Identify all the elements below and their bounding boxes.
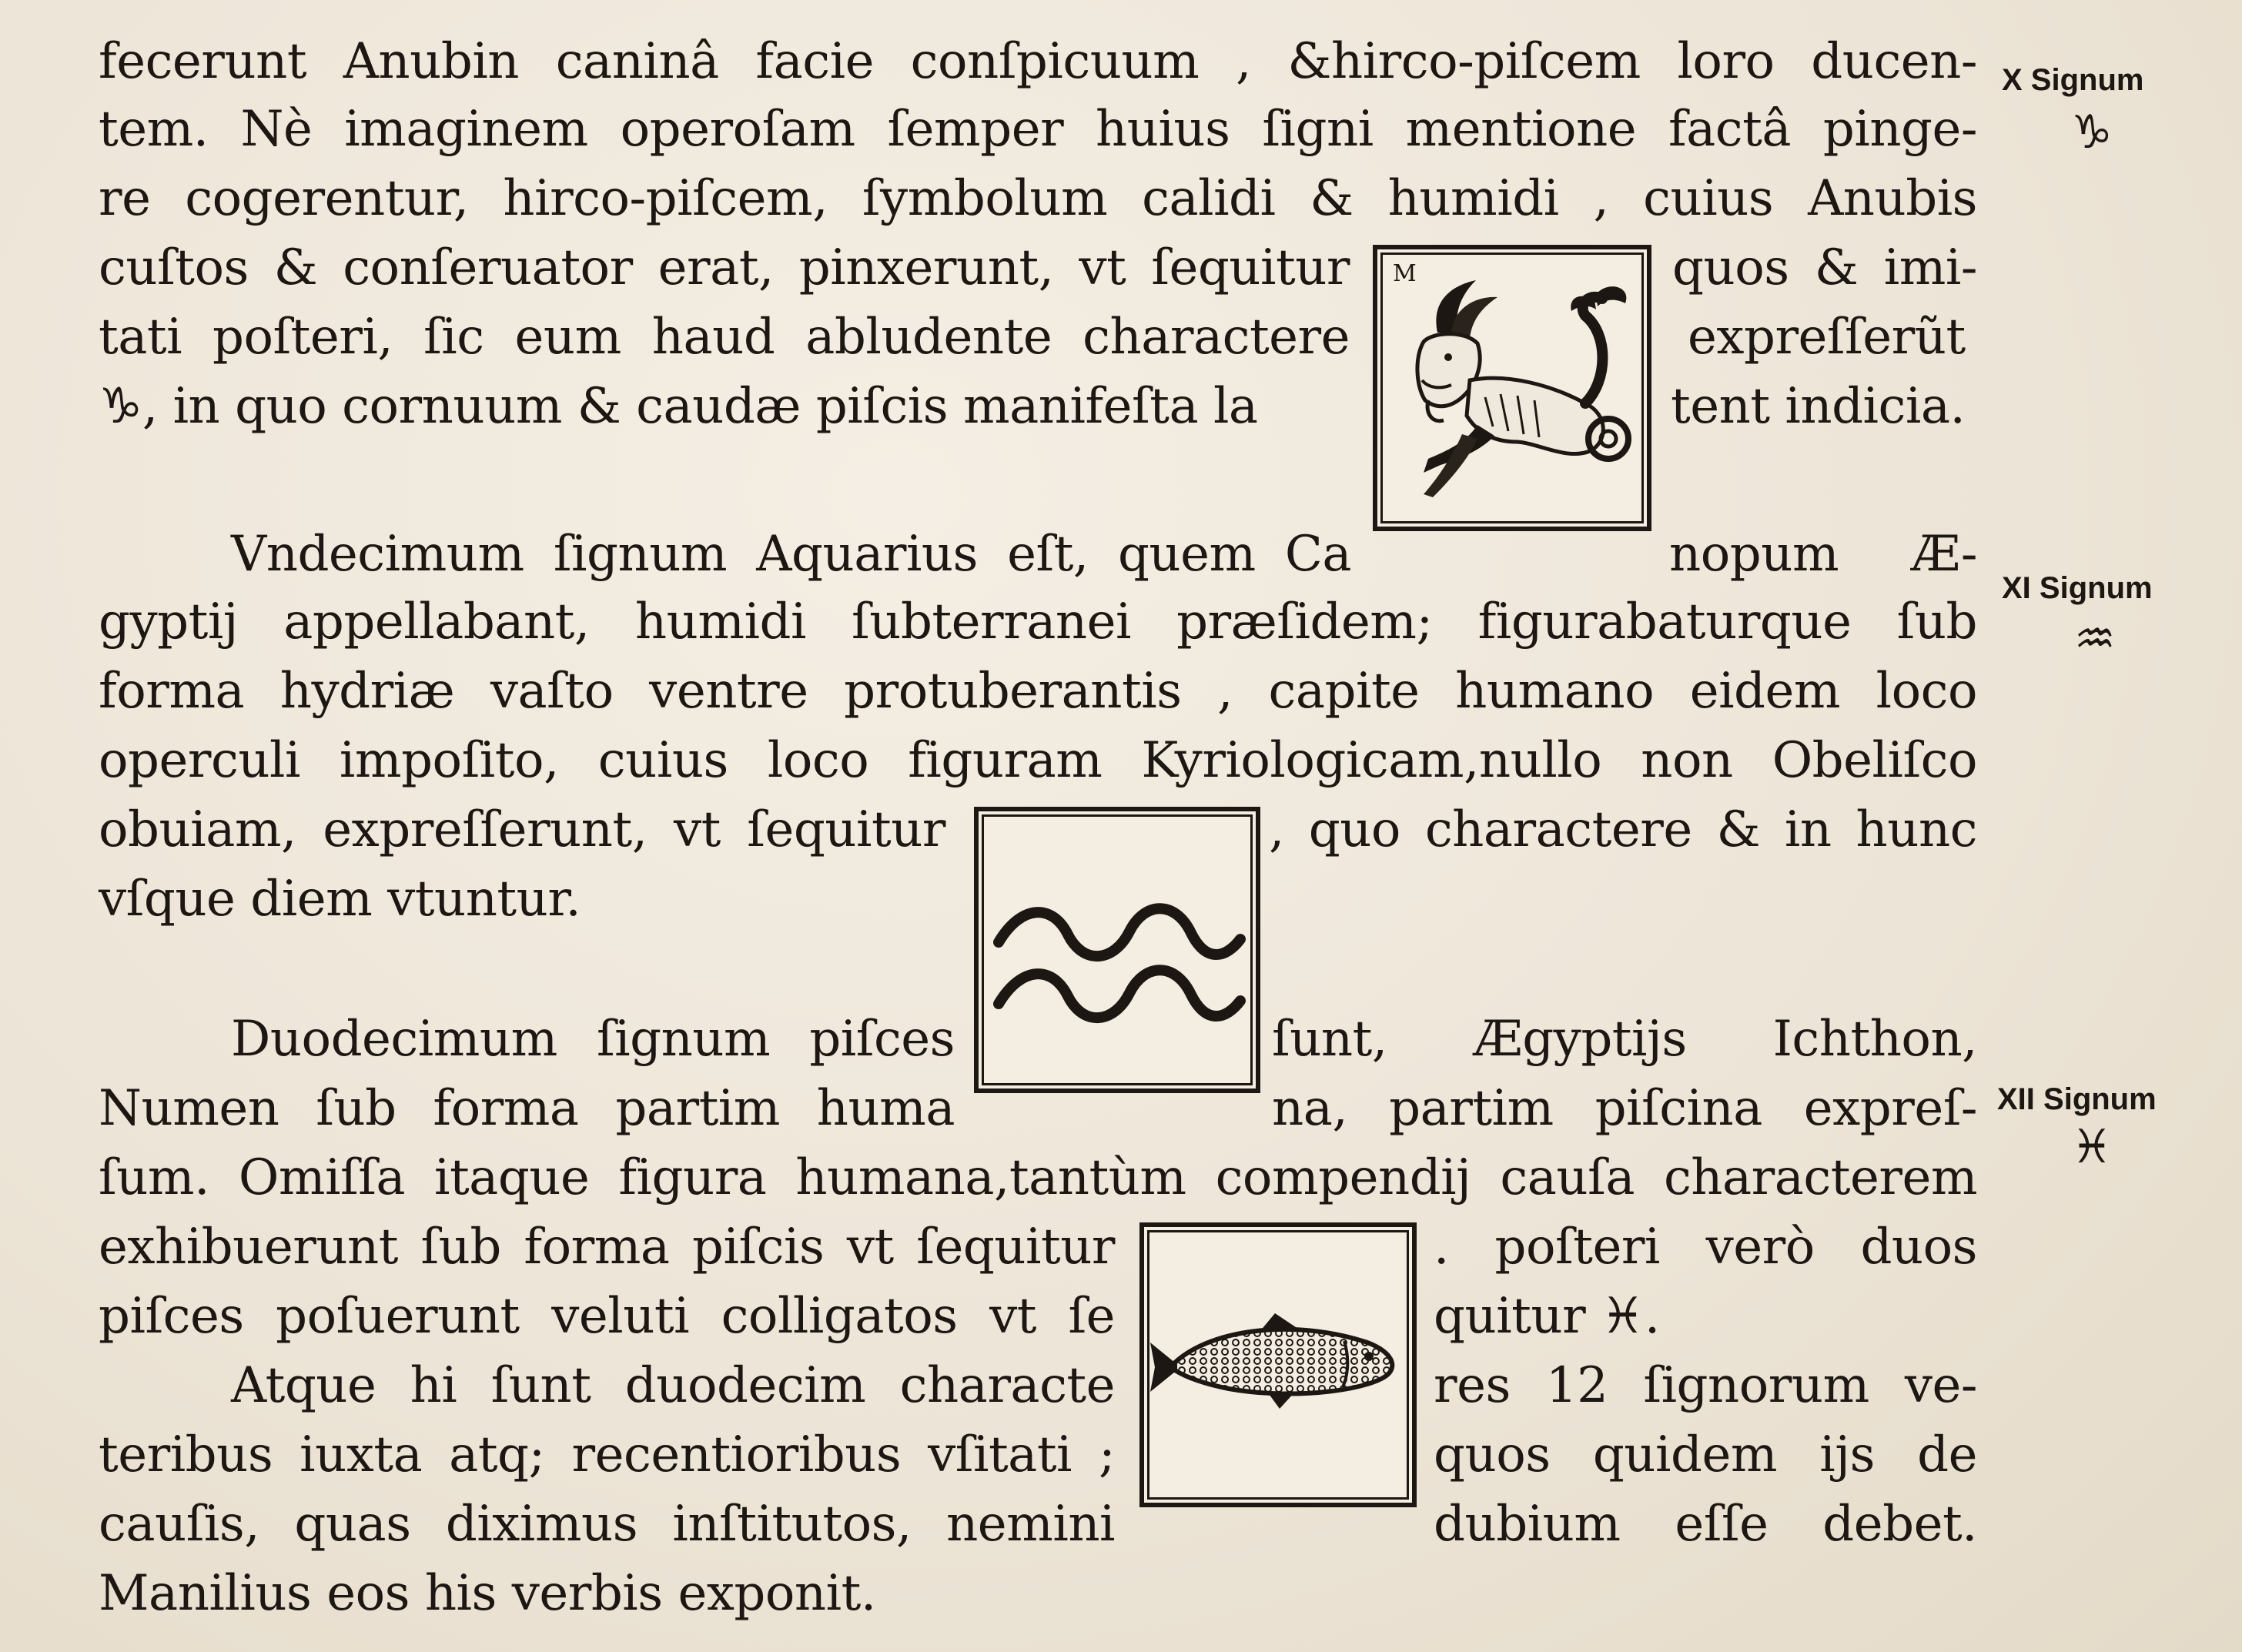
aquarius-woodcut-figure	[974, 807, 1260, 1093]
text-line: gyptij appellabant, humidi ſubterranei præſidem; figurabaturque ſub	[99, 594, 1977, 650]
text-line: nopum Æ-	[1669, 526, 1977, 583]
text-line: quitur ♓.	[1434, 1288, 1660, 1345]
text-line: na, partim piſcina expreſ-	[1272, 1080, 1977, 1137]
text-line: res 12 ſignorum ve-	[1434, 1357, 1977, 1414]
fish-icon	[1144, 1227, 1412, 1503]
text-line: piſces poſuerunt veluti colligatos vt ſe	[99, 1288, 1115, 1345]
text-line: cauſis, quas diximus inſtitutos, nemini	[99, 1496, 1115, 1553]
text-line: , quo charactere & in hunc	[1269, 801, 1977, 858]
text-line: quos & imi-	[1672, 239, 1977, 296]
aquarius-margin-icon: ♒	[2074, 612, 2116, 666]
text-line: cuſtos & conſeruator erat, pinxerunt, vt ſequitur	[99, 239, 1350, 296]
text-line: obuiam, expreſſerunt, vt ſequitur	[99, 801, 945, 858]
capricorn-symbol-icon: ♑	[99, 378, 142, 435]
sea-goat-icon	[1377, 249, 1647, 527]
text-line: ♑, in quo cornuum & caudæ piſcis manifeſta la	[99, 378, 1258, 435]
text-line: tent indicia.	[1671, 378, 1966, 435]
text-line: Vndecimum ſignum Aquarius eſt, quem Ca	[231, 526, 1351, 583]
text-line: quos quidem ijs de	[1434, 1426, 1977, 1483]
text-line: operculi impoſito, cuius loco figuram Kyriologicam,nullo non Obeliſco	[99, 732, 1977, 789]
text-line: forma hydriæ vaſto ventre protuberantis , capite humano eidem loco	[99, 663, 1977, 720]
text-line: tati poſteri, ſic eum haud abludente charactere	[99, 309, 1350, 366]
text-line: Manilius eos his verbis exponit.	[99, 1565, 876, 1622]
text-line: fecerunt Anubin caninâ facie conſpicuum , &hirco-piſcem loro ducen-	[99, 33, 1977, 90]
figure-sign-tag: M	[1393, 260, 1417, 287]
margin-note-xii: XII Signum	[1997, 1082, 2157, 1116]
text-line: teribus iuxta atq; recentioribus vſitati ;	[99, 1426, 1115, 1483]
text-line: re cogerentur, hirco-piſcem, ſymbolum calidi & humidi , cuius Anubis	[99, 170, 1977, 227]
text-line: Duodecimum ſignum piſces	[231, 1011, 955, 1068]
text-line: Atque hi ſunt duodecim characte	[231, 1357, 1115, 1414]
text-line: . poſteri verò duos	[1434, 1219, 1977, 1276]
pisces-margin-icon: ♓	[2071, 1120, 2113, 1174]
pisces-woodcut-figure	[1139, 1222, 1417, 1507]
text-line: tem. Nè imaginem operoſam ſemper huius ſigni mentione factâ pinge-	[99, 101, 1977, 158]
capricorn-margin-icon: ♑	[2071, 105, 2113, 159]
margin-note-xi: XI Signum	[2002, 571, 2153, 605]
text-line: exhibuerunt ſub forma piſcis vt ſequitur	[99, 1219, 1115, 1276]
text-line: ſum. Omiſſa itaque figura humana,tantùm compendij cauſa characterem	[99, 1149, 1977, 1206]
text-line: expreſſerũt	[1688, 309, 1966, 366]
text-line: dubium eſſe debet.	[1434, 1496, 1977, 1553]
text-line: Numen ſub forma partim huma	[99, 1080, 955, 1137]
capricorn-woodcut-figure	[1373, 245, 1651, 531]
text-line: vſque diem vtuntur.	[99, 871, 581, 928]
margin-note-x: X Signum	[2002, 63, 2144, 97]
text-line: ſunt, Ægyptijs Ichthon,	[1272, 1011, 1977, 1068]
pisces-symbol-icon: ♓	[1601, 1288, 1645, 1345]
water-waves-icon	[979, 811, 1256, 1089]
